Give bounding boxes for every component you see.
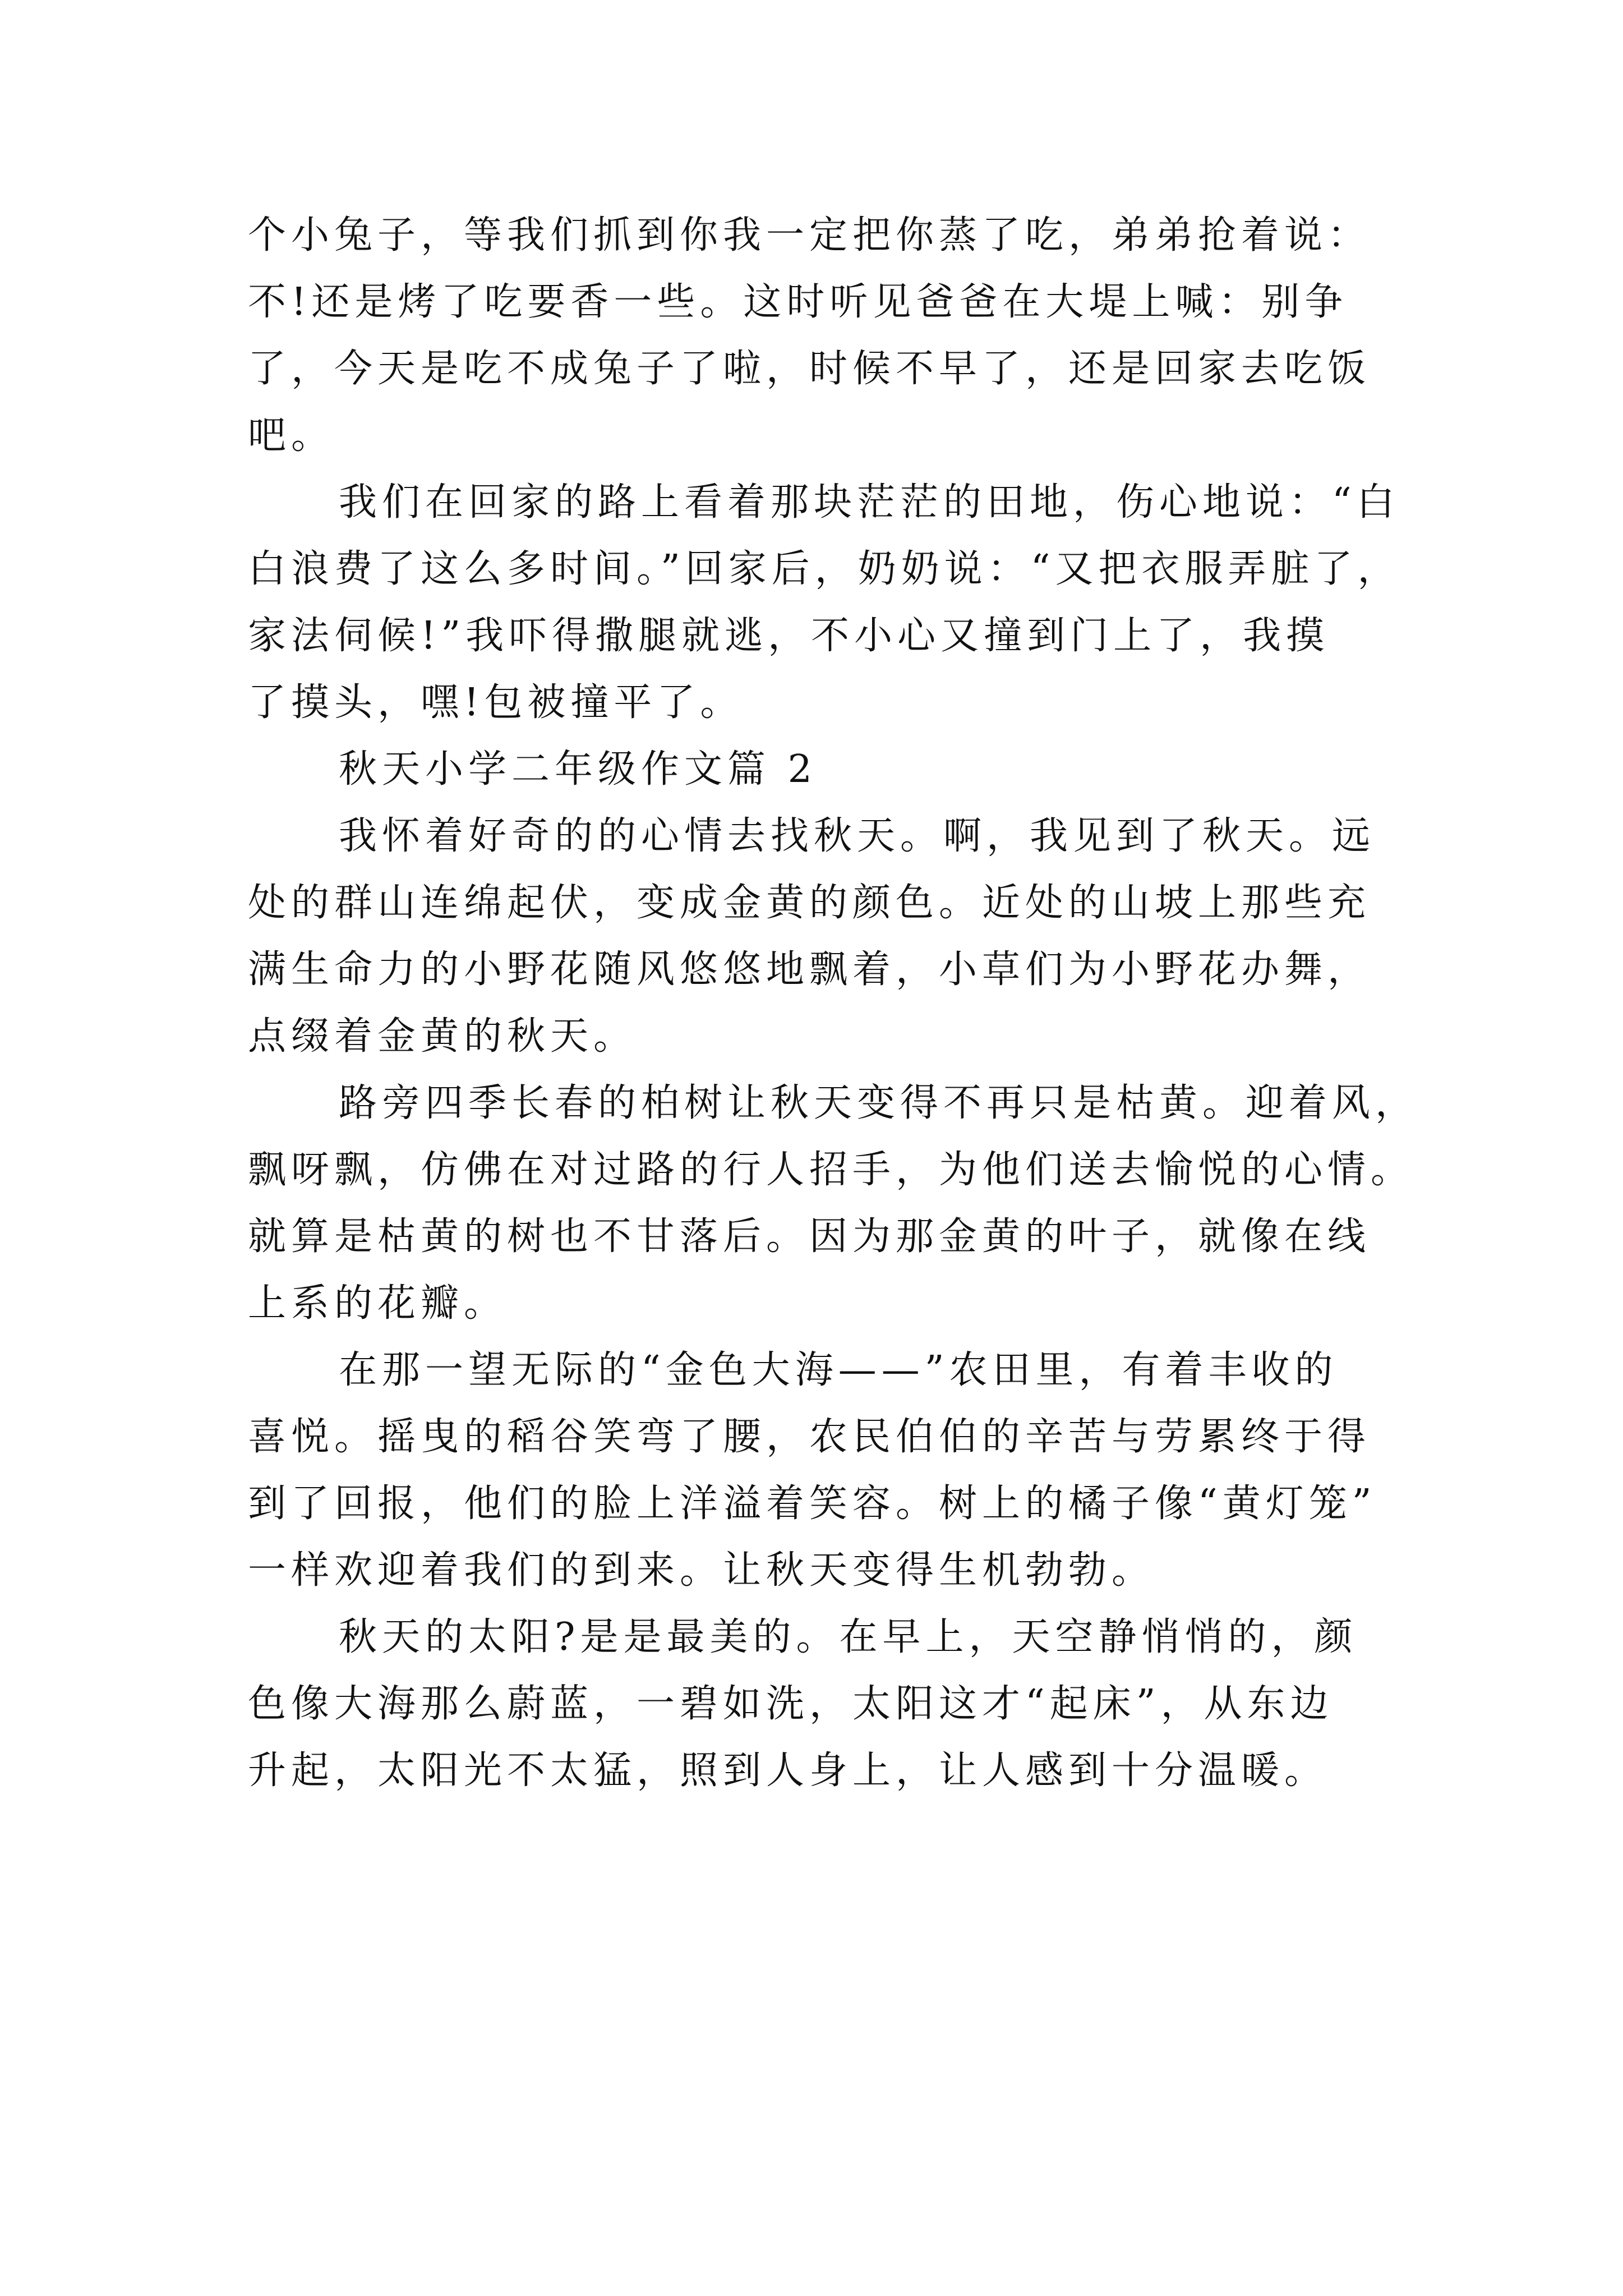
text-line: 色像大海那么蔚蓝，一碧如洗，太阳这才“起床”，从东边 [248, 1682, 1334, 1726]
text-line: 不!还是烤了吃要香一些。这时听见爸爸在大堤上喊：别争 [248, 280, 1348, 324]
text-line: 白浪费了这么多时间。”回家后，奶奶说：“又把衣服弄脏了， [248, 547, 1401, 591]
paragraph-first-line: 秋天的太阳?是是最美的。在早上，天空静悄悄的，颜 [339, 1615, 1358, 1659]
text-line: 上系的花瓣。 [248, 1281, 508, 1326]
text-line: 一样欢迎着我们的到来。让秋天变得生机勃勃。 [248, 1548, 1155, 1593]
text-line: 家法伺候!”我吓得撒腿就逃，不小心又撞到门上了，我摸 [248, 614, 1330, 658]
text-line: 满生命力的小野花随风悠悠地飘着，小草们为小野花办舞， [248, 947, 1371, 992]
paragraph-first-line: 在那一望无际的“金色大海——”农田里，有着丰收的 [339, 1348, 1338, 1392]
text-line: 吧。 [248, 413, 335, 458]
text-line: 点缀着金黄的秋天。 [248, 1014, 637, 1059]
text-line: 了，今天是吃不成兔子了啦，时候不早了，还是回家去吃饭 [248, 347, 1371, 391]
text-line: 飘呀飘，仿佛在对过路的行人招手，为他们送去愉悦的心情。 [248, 1148, 1414, 1192]
paragraph-first-line: 我怀着好奇的的心情去找秋天。啊，我见到了秋天。远 [339, 814, 1376, 858]
text-line: 到了回报，他们的脸上洋溢着笑容。树上的橘子像“黄灯笼” [248, 1481, 1377, 1526]
paragraph-first-line: 我们在回家的路上看着那块茫茫的田地，伤心地说：“白 [339, 480, 1400, 524]
paragraph-first-line: 路旁四季长春的柏树让秋天变得不再只是枯黄。迎着风， [339, 1081, 1419, 1125]
text-line: 个小兔子，等我们抓到你我一定把你蒸了吃，弟弟抢着说： [248, 213, 1371, 257]
text-line: 升起，太阳光不太猛，照到人身上，让人感到十分温暖。 [248, 1749, 1328, 1793]
text-line: 处的群山连绵起伏，变成金黄的颜色。近处的山坡上那些充 [248, 881, 1371, 925]
text-line: 喜悦。摇曳的稻谷笑弯了腰，农民伯伯的辛苦与劳累终于得 [248, 1415, 1371, 1459]
text-line: 了摸头，嘿!包被撞平了。 [248, 680, 744, 725]
section-heading: 秋天小学二年级作文篇 2 [339, 747, 817, 792]
document-body [248, 202, 1419, 1804]
text-line: 就算是枯黄的树也不甘落后。因为那金黄的叶子，就像在线 [248, 1214, 1371, 1259]
